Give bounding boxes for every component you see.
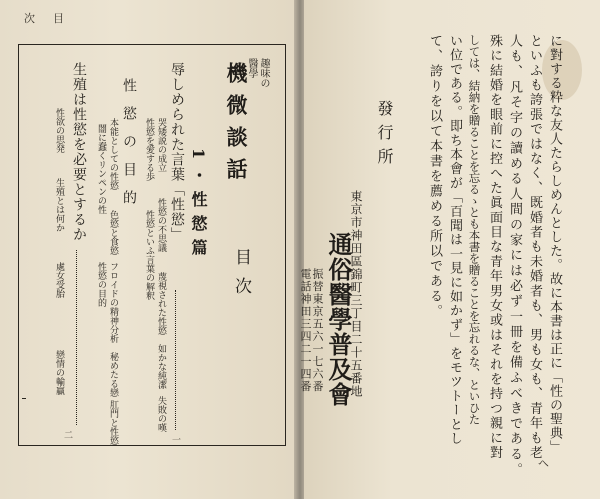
toc-section-2-sub-f: 闇に蠢くリンペンの性 (96, 124, 106, 214)
body-column-6: い位である。即ち本會が「百聞は一見に如かず」をモツトーとし (447, 34, 462, 446)
series-label-line2: 醫學 (246, 58, 257, 78)
toc-section-1-sub-f: 性慾を愛する歩 (144, 118, 154, 181)
toc-section-2-sub-c: フロイドの精神分析 (108, 262, 118, 343)
toc-page-number-1: 一 (172, 436, 182, 446)
toc-section-2-sub-g: 性慾の目的 (96, 262, 106, 307)
publisher-name: 通俗醫學普及會 (324, 232, 353, 407)
toc-section-3-sub-d: 戀情の輸贏 (54, 350, 64, 395)
page-mark: ヘ (538, 457, 549, 470)
toc-section-2-sub-d: 秘めたる戀 (108, 352, 118, 397)
toc-section-2-sub-b: 色慾と食慾 (108, 210, 118, 255)
toc-label: 目次 (231, 248, 251, 306)
running-header: 次目 (24, 12, 82, 25)
transfer-account: 振替東京五六一七六番 (311, 268, 324, 393)
toc-section-1-sub-e: 失敗の嘆 (156, 396, 166, 432)
body-column-7: て、誇りを以て本書を薦める所以である。 (427, 34, 442, 319)
chapter-1-title: 1・性慾篇 (189, 148, 208, 264)
toc-section-3-sub-b: 生殖とは何か (54, 178, 64, 232)
toc-section-2-title: 性慾の目的 (121, 78, 137, 218)
phone-number: 電話神田三四二一四番 (299, 268, 312, 393)
toc-section-1-sub-b: 性慾の不思議 (156, 198, 166, 252)
toc-section-1-sub-a: 哭矮説の成立 (156, 118, 166, 172)
body-column-3: 人も、凡そ字の讀める人間の家には必ず一冊を備ふべきである。 (507, 34, 522, 478)
toc-page-number-2: 二 (64, 431, 74, 441)
toc-section-1-leader (175, 290, 176, 430)
body-column-4: 殊に結婚を眼前に控へた眞面目な青年男女或はそれを持つ親に對 (487, 34, 502, 461)
toc-section-1-sub-d: 如かな純潔 (156, 344, 166, 389)
toc-section-3-sub-c: 處女受胎 (54, 262, 64, 298)
left-page (0, 0, 296, 499)
toc-section-3-sub-a: 性欲の思発 (54, 108, 64, 153)
body-column-5: しては、結納を贈ることを忘るゝとも本書を贈ることを忘れるな、といひた (467, 34, 482, 425)
publisher-label: 發行所 (375, 100, 394, 172)
book-title: 機微談話 (224, 62, 249, 190)
toc-section-3-title: 生殖は性慾を必要とするか (71, 62, 87, 242)
toc-section-1-sub-g: 性慾といふ言葉の解釈 (144, 210, 154, 300)
margin-tick (22, 398, 26, 399)
body-column-2: といふも誇張ではなく、既婚者も未婚者も、男も女も、青年も老 (527, 34, 542, 461)
toc-section-2-sub-a: 本能としての性慾 (108, 118, 118, 190)
toc-section-1-title: 辱しめられた言葉「性慾」 (169, 62, 185, 242)
toc-section-3-leader (76, 250, 77, 425)
body-column-1: に對する粋な友人たらしめんとした。故に本書は正に「性の聖典」 (547, 34, 562, 454)
toc-section-2-sub-e: 肛門と性慾 (108, 400, 118, 445)
toc-section-1-sub-c: 蔑視された性慾 (156, 272, 166, 335)
series-label-line1: 趣味の (258, 58, 269, 88)
publisher-address: 東京市神田區錦町三丁目二十五番地 (349, 190, 363, 398)
right-page (299, 0, 600, 499)
